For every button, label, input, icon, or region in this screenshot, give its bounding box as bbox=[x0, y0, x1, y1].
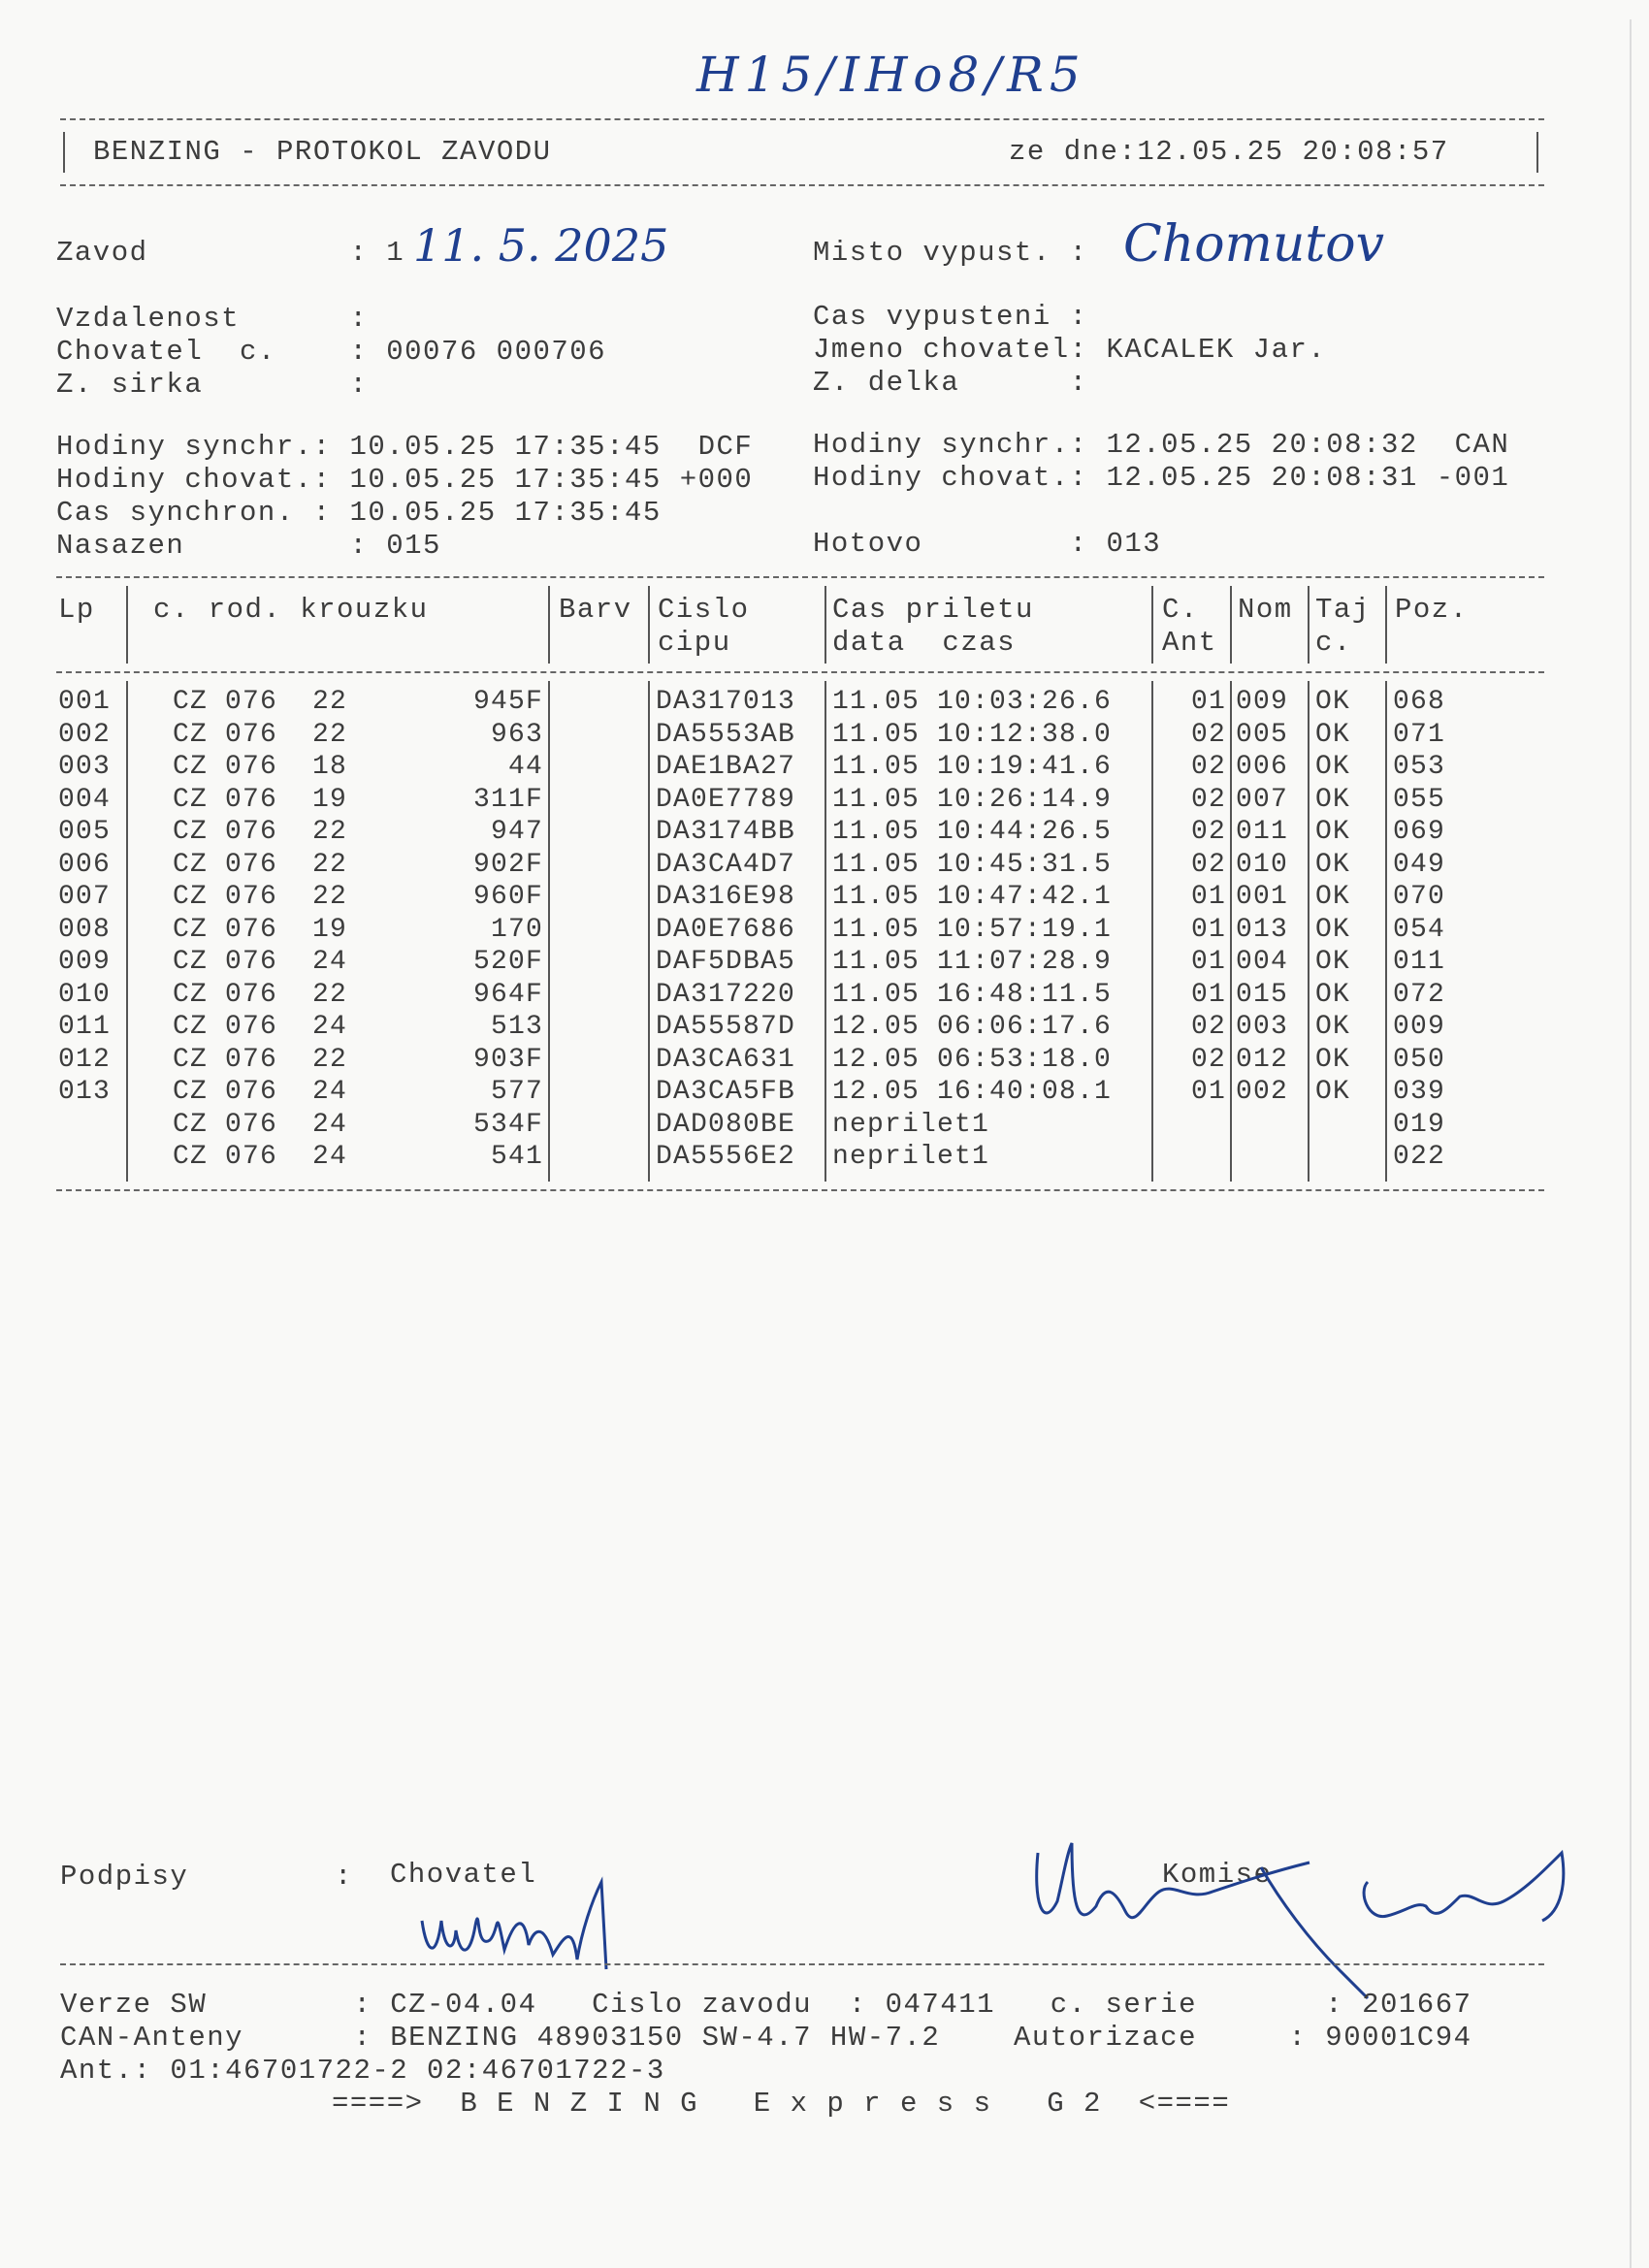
handwritten-place: Chomutov bbox=[1123, 215, 1384, 274]
cell-ant: 01 bbox=[1190, 1077, 1226, 1107]
chovatel-number: Chovatel c. : 00076 000706 bbox=[56, 336, 607, 368]
header-title: BENZING - PROTOKOL ZAVODU bbox=[93, 136, 552, 168]
cell-poz: 071 bbox=[1393, 719, 1446, 750]
cell-time: 11.05 11:07:28.9 bbox=[832, 947, 1113, 977]
cell-num: 541 bbox=[490, 1142, 543, 1172]
cas-vypusteni-label: Cas vypusteni : bbox=[813, 301, 1088, 333]
cell-num: 520F bbox=[472, 947, 543, 977]
cell-nom: 003 bbox=[1236, 1012, 1289, 1042]
cell-taj: OK bbox=[1315, 849, 1351, 880]
cell-time: neprilet1 bbox=[832, 1109, 990, 1140]
cell-ring: CZ 076 22 bbox=[173, 979, 348, 1010]
cell-num: 945F bbox=[472, 687, 543, 717]
col-header-lp: Lp bbox=[58, 594, 95, 626]
cell-ant: 01 bbox=[1190, 947, 1226, 977]
cell-chip: DA3CA631 bbox=[656, 1044, 796, 1075]
cell-lp: 001 bbox=[58, 687, 112, 717]
cell-nom: 015 bbox=[1236, 979, 1289, 1010]
col-header-krouzek: c. rod. krouzku bbox=[153, 594, 429, 626]
cell-nom: 004 bbox=[1236, 947, 1289, 977]
cell-poz: 070 bbox=[1393, 882, 1446, 912]
cell-ring: CZ 076 24 bbox=[173, 1012, 348, 1042]
cell-chip: DA316E98 bbox=[656, 882, 796, 912]
cell-ring: CZ 076 19 bbox=[173, 784, 348, 815]
footer-rule bbox=[60, 1963, 1544, 1965]
chovatel-signature bbox=[407, 1863, 640, 1979]
header-date: ze dne:12.05.25 20:08:57 bbox=[1009, 136, 1449, 168]
header-top-rule bbox=[60, 118, 1544, 120]
cell-time: 11.05 10:19:41.6 bbox=[832, 752, 1113, 782]
col-header-data-czas: data czas bbox=[832, 627, 1017, 659]
cell-taj: OK bbox=[1315, 752, 1351, 782]
cell-chip: DAE1BA27 bbox=[656, 752, 796, 782]
cell-chip: DA3174BB bbox=[656, 817, 796, 847]
cell-poz: 049 bbox=[1393, 849, 1446, 880]
cell-time: 11.05 10:12:38.0 bbox=[832, 719, 1113, 750]
cell-ant: 02 bbox=[1190, 849, 1226, 880]
cell-lp: 008 bbox=[58, 914, 112, 945]
cell-ring: CZ 076 22 bbox=[173, 719, 348, 750]
col-header-cas: Cas priletu bbox=[832, 594, 1034, 626]
cell-lp: 013 bbox=[58, 1077, 112, 1107]
cell-nom: 009 bbox=[1236, 687, 1289, 717]
col-divider bbox=[1151, 586, 1153, 664]
cell-chip: DA5553AB bbox=[656, 719, 796, 750]
cell-poz: 054 bbox=[1393, 914, 1446, 945]
hotovo: Hotovo : 013 bbox=[813, 528, 1162, 560]
col-divider bbox=[548, 681, 550, 1182]
cell-lp: 004 bbox=[58, 784, 112, 815]
cell-ant: 01 bbox=[1190, 687, 1226, 717]
cell-lp: 011 bbox=[58, 1012, 112, 1042]
page-edge bbox=[1630, 19, 1632, 2268]
cell-taj: OK bbox=[1315, 817, 1351, 847]
cell-ant: 01 bbox=[1190, 882, 1226, 912]
cell-chip: DA5556E2 bbox=[656, 1142, 796, 1172]
col-header-poz: Poz. bbox=[1395, 594, 1469, 626]
cell-nom: 006 bbox=[1236, 752, 1289, 782]
nasazen: Nasazen : 015 bbox=[56, 530, 441, 562]
handwritten-top-note: H15/IHo8/R5 bbox=[696, 47, 1086, 103]
cell-ant: 01 bbox=[1190, 914, 1226, 945]
hodiny-synchr-1: Hodiny synchr.: 10.05.25 17:35:45 DCF bbox=[56, 431, 754, 463]
cell-poz: 019 bbox=[1393, 1109, 1446, 1140]
cell-ring: CZ 076 24 bbox=[173, 1077, 348, 1107]
header-bottom-rule bbox=[60, 184, 1544, 186]
cell-lp: 006 bbox=[58, 849, 112, 880]
cell-time: 11.05 10:44:26.5 bbox=[832, 817, 1113, 847]
cell-ant: 02 bbox=[1190, 1044, 1226, 1075]
cell-ring: CZ 076 22 bbox=[173, 687, 348, 717]
cell-ring: CZ 076 22 bbox=[173, 817, 348, 847]
cas-synchron: Cas synchron. : 10.05.25 17:35:45 bbox=[56, 497, 662, 529]
cell-num: 44 bbox=[507, 752, 543, 782]
cell-poz: 053 bbox=[1393, 752, 1446, 782]
cell-num: 903F bbox=[472, 1044, 543, 1075]
cell-time: 11.05 10:47:42.1 bbox=[832, 882, 1113, 912]
z-delka-label: Z. delka : bbox=[813, 367, 1088, 399]
cell-taj: OK bbox=[1315, 784, 1351, 815]
cell-ring: CZ 076 22 bbox=[173, 1044, 348, 1075]
col-divider bbox=[648, 681, 650, 1182]
cell-lp: 007 bbox=[58, 882, 112, 912]
cell-poz: 009 bbox=[1393, 1012, 1446, 1042]
cell-num: 513 bbox=[490, 1012, 543, 1042]
cell-ant: 02 bbox=[1190, 1012, 1226, 1042]
header-left-border bbox=[63, 132, 65, 173]
chovatel-signature-label: Chovatel bbox=[390, 1859, 537, 1891]
cell-num: 963 bbox=[490, 719, 543, 750]
col-header-barv: Barv bbox=[559, 594, 632, 626]
cell-lp: 010 bbox=[58, 979, 112, 1010]
cell-nom: 010 bbox=[1236, 849, 1289, 880]
cell-time: 11.05 10:57:19.1 bbox=[832, 914, 1113, 945]
cell-ring: CZ 076 24 bbox=[173, 1142, 348, 1172]
col-header-cislo: Cislo bbox=[658, 594, 750, 626]
col-header-cipu: cipu bbox=[658, 627, 731, 659]
col-divider bbox=[648, 586, 650, 664]
cell-ant: 02 bbox=[1190, 817, 1226, 847]
cell-lp: 002 bbox=[58, 719, 112, 750]
col-divider bbox=[1385, 586, 1387, 664]
cell-num: 170 bbox=[490, 914, 543, 945]
col-divider bbox=[824, 586, 826, 664]
podpisy-label: Podpisy bbox=[60, 1861, 189, 1893]
podpisy-colon: : bbox=[335, 1861, 353, 1893]
col-header-taj-c: c. bbox=[1315, 627, 1352, 659]
cell-ant: 02 bbox=[1190, 752, 1226, 782]
cell-poz: 011 bbox=[1393, 947, 1446, 977]
cell-poz: 072 bbox=[1393, 979, 1446, 1010]
misto-vypust-label: Misto vypust. : bbox=[813, 237, 1088, 269]
col-divider bbox=[548, 586, 550, 664]
col-divider bbox=[126, 586, 128, 664]
col-divider bbox=[1230, 586, 1232, 664]
cell-time: 12.05 06:06:17.6 bbox=[832, 1012, 1113, 1042]
cell-time: 11.05 10:26:14.9 bbox=[832, 784, 1113, 815]
cell-taj: OK bbox=[1315, 979, 1351, 1010]
table-header-rule bbox=[56, 671, 1544, 673]
cell-time: 11.05 10:03:26.6 bbox=[832, 687, 1113, 717]
cell-poz: 039 bbox=[1393, 1077, 1446, 1107]
cell-nom: 013 bbox=[1236, 914, 1289, 945]
cell-chip: DA0E7686 bbox=[656, 914, 796, 945]
cell-ring: CZ 076 22 bbox=[173, 849, 348, 880]
col-divider bbox=[1308, 681, 1310, 1182]
komise-signature-label: Komise bbox=[1162, 1859, 1273, 1891]
cell-nom: 007 bbox=[1236, 784, 1289, 815]
cell-poz: 068 bbox=[1393, 687, 1446, 717]
cell-lp: 005 bbox=[58, 817, 112, 847]
col-divider bbox=[1230, 681, 1232, 1182]
cell-poz: 022 bbox=[1393, 1142, 1446, 1172]
col-divider bbox=[1151, 681, 1153, 1182]
hodiny-chovat-1: Hodiny chovat.: 10.05.25 17:35:45 +000 bbox=[56, 464, 754, 496]
cell-ant: 01 bbox=[1190, 979, 1226, 1010]
cell-ring: CZ 076 24 bbox=[173, 947, 348, 977]
handwritten-date: 11. 5. 2025 bbox=[413, 219, 669, 272]
cell-ring: CZ 076 24 bbox=[173, 1109, 348, 1140]
footer-can-anteny: CAN-Anteny : BENZING 48903150 SW-4.7 HW-7.2 Autorizace : 90001C94 bbox=[60, 2022, 1472, 2054]
col-divider bbox=[1308, 586, 1310, 664]
cell-lp: 012 bbox=[58, 1044, 112, 1075]
cell-num: 534F bbox=[472, 1109, 543, 1140]
cell-taj: OK bbox=[1315, 882, 1351, 912]
col-divider bbox=[1385, 681, 1387, 1182]
jmeno-chovatel: Jmeno chovatel: KACALEK Jar. bbox=[813, 334, 1327, 366]
hodiny-synchr-2: Hodiny synchr.: 12.05.25 20:08:32 CAN bbox=[813, 429, 1510, 461]
cell-chip: DA3CA5FB bbox=[656, 1077, 796, 1107]
cell-ant: 02 bbox=[1190, 784, 1226, 815]
cell-nom: 011 bbox=[1236, 817, 1289, 847]
cell-taj: OK bbox=[1315, 947, 1351, 977]
col-header-ant: Ant bbox=[1162, 627, 1217, 659]
cell-chip: DA317013 bbox=[656, 687, 796, 717]
cell-lp: 003 bbox=[58, 752, 112, 782]
cell-num: 947 bbox=[490, 817, 543, 847]
zavod-label: Zavod : 1 bbox=[56, 237, 405, 269]
cell-taj: OK bbox=[1315, 687, 1351, 717]
header-right-border bbox=[1536, 132, 1538, 173]
cell-taj: OK bbox=[1315, 1012, 1351, 1042]
cell-nom: 001 bbox=[1236, 882, 1289, 912]
hodiny-chovat-2: Hodiny chovat.: 12.05.25 20:08:31 -001 bbox=[813, 462, 1510, 494]
col-header-taj: Taj bbox=[1315, 594, 1371, 626]
cell-taj: OK bbox=[1315, 719, 1351, 750]
cell-num: 902F bbox=[472, 849, 543, 880]
col-header-nom: Nom bbox=[1238, 594, 1293, 626]
cell-chip: DA0E7789 bbox=[656, 784, 796, 815]
cell-chip: DAD080BE bbox=[656, 1109, 796, 1140]
col-divider bbox=[824, 681, 826, 1182]
cell-num: 964F bbox=[472, 979, 543, 1010]
cell-time: neprilet1 bbox=[832, 1142, 990, 1172]
cell-time: 12.05 16:40:08.1 bbox=[832, 1077, 1113, 1107]
cell-poz: 069 bbox=[1393, 817, 1446, 847]
z-sirka-label: Z. sirka : bbox=[56, 369, 369, 401]
cell-time: 11.05 16:48:11.5 bbox=[832, 979, 1113, 1010]
cell-poz: 055 bbox=[1393, 784, 1446, 815]
cell-nom: 012 bbox=[1236, 1044, 1289, 1075]
cell-chip: DA3CA4D7 bbox=[656, 849, 796, 880]
cell-ring: CZ 076 22 bbox=[173, 882, 348, 912]
cell-num: 577 bbox=[490, 1077, 543, 1107]
cell-nom: 002 bbox=[1236, 1077, 1289, 1107]
cell-chip: DA317220 bbox=[656, 979, 796, 1010]
cell-ant: 02 bbox=[1190, 719, 1226, 750]
cell-taj: OK bbox=[1315, 1077, 1351, 1107]
cell-time: 11.05 10:45:31.5 bbox=[832, 849, 1113, 880]
col-divider bbox=[126, 681, 128, 1182]
cell-nom: 005 bbox=[1236, 719, 1289, 750]
cell-ring: CZ 076 19 bbox=[173, 914, 348, 945]
cell-num: 960F bbox=[472, 882, 543, 912]
col-header-c: C. bbox=[1162, 594, 1199, 626]
vzdalenost-label: Vzdalenost : bbox=[56, 303, 369, 335]
footer-verze: Verze SW : CZ-04.04 Cislo zavodu : 047411 c. serie : 201667 bbox=[60, 1989, 1472, 2021]
table-bottom-rule bbox=[56, 1189, 1544, 1191]
cell-poz: 050 bbox=[1393, 1044, 1446, 1075]
cell-taj: OK bbox=[1315, 914, 1351, 945]
cell-lp: 009 bbox=[58, 947, 112, 977]
cell-time: 12.05 06:53:18.0 bbox=[832, 1044, 1113, 1075]
table-top-rule bbox=[56, 576, 1544, 578]
cell-ring: CZ 076 18 bbox=[173, 752, 348, 782]
cell-chip: DA55587D bbox=[656, 1012, 796, 1042]
cell-num: 311F bbox=[472, 784, 543, 815]
footer-ant: Ant.: 01:46701722-2 02:46701722-3 bbox=[60, 2055, 665, 2087]
cell-taj: OK bbox=[1315, 1044, 1351, 1075]
footer-benzing-express: ====> B E N Z I N G E x p r e s s G 2 <==== bbox=[332, 2088, 1231, 2120]
cell-chip: DAF5DBA5 bbox=[656, 947, 796, 977]
